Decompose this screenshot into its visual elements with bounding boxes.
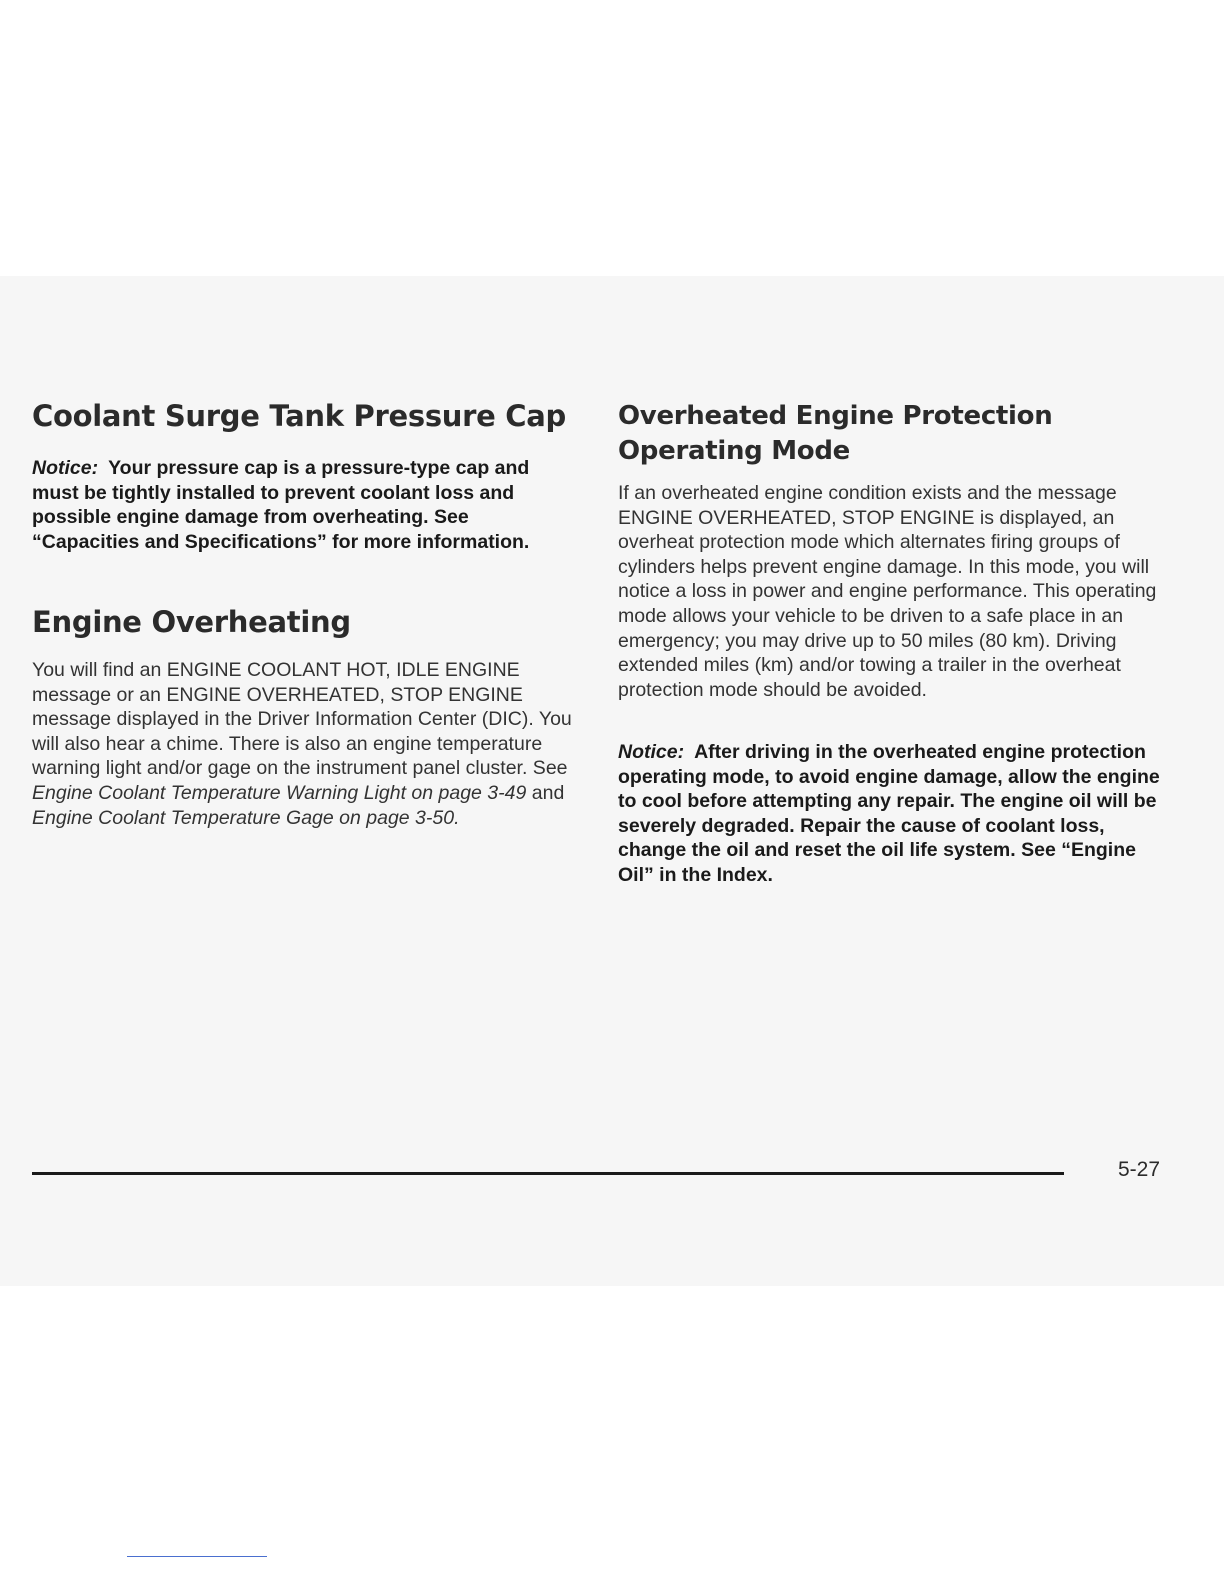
manual-page xyxy=(0,276,1224,1286)
gage-reference[interactable]: Engine Coolant Temperature Gage on page 3-50. xyxy=(32,806,460,829)
protection-mode-notice-text: After driving in the overheated engine protection operating mode, to avoid engine damage, allow the engine to cool before attempting any repair. The engine oil will be severely degraded. Repair the cause of coolant loss, change the oil and reset the oil life system. See “Engine Oil” in the Index. xyxy=(618,741,1160,886)
coolant-cap-notice xyxy=(32,456,567,554)
protection-mode-paragraph: If an overheated engine condition exists and the message ENGINE OVERHEATED, STOP ENGINE is displayed, an overheat protection mode which alternates firing groups of cylinders helps prevent engine damage. In this mode, you will notice a loss in power and engine performance. This operating mode allows your vehicle to be driven to a safe place in an emergency; you may drive up to 50 miles (80 km). Driving extended miles (km) and/or towing a trailer in the overheat protection mode should be avoided. xyxy=(618,482,1157,701)
warning-light-reference[interactable]: Engine Coolant Temperature Warning Light on page 3-49 xyxy=(32,781,527,804)
protection-mode-title-line2: Operating Mode xyxy=(618,436,851,466)
notice-label: Notice: xyxy=(618,741,685,763)
engine-overheating-paragraph xyxy=(32,658,577,830)
page-number: 5-27 xyxy=(1118,1158,1161,1181)
coolant-cap-notice-text: Your pressure cap is a pressure-type cap and must be tightly installed to prevent coolant loss and possible engine damage from overheating. See “Capacities and Specifications” for more information. xyxy=(32,457,530,553)
coolant-cap-title: Coolant Surge Tank Pressure Cap xyxy=(32,399,567,433)
bottom-link-underline xyxy=(127,1556,267,1557)
footer-rule xyxy=(32,1172,1064,1175)
engine-overheating-text: You will find an ENGINE COOLANT HOT, IDLE ENGINE message or an ENGINE OVERHEATED, STOP ENGINE message displayed in the Driver Information Center (DIC). You will also hear a chime. There is also an engine temperature warning light and/or gage on the instrument panel cluster. See xyxy=(32,659,572,780)
protection-mode-title-line1: Overheated Engine Protection xyxy=(618,401,1053,431)
protection-mode-notice xyxy=(618,740,1168,888)
notice-label: Notice: xyxy=(32,457,99,479)
and-connector: and xyxy=(526,781,565,804)
engine-overheating-title: Engine Overheating xyxy=(32,605,351,639)
